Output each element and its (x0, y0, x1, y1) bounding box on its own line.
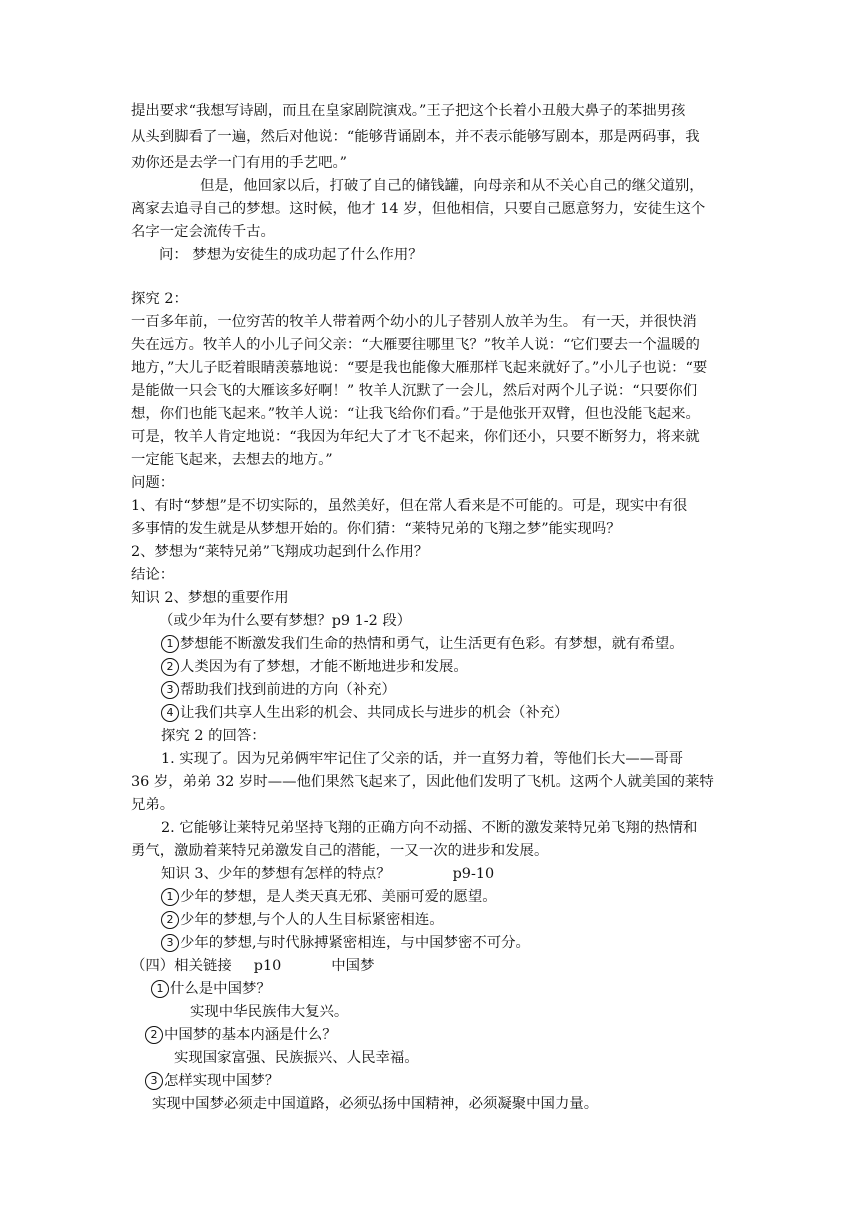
circled-number: 4 (161, 704, 179, 722)
explore2-story-3: 地方，”大儿子眨着眼睛羡慕地说：“要是我也能像大雁那样飞起来就好了。”小儿子也说：“要 (131, 360, 708, 376)
related-question-3 (145, 1070, 279, 1092)
story1-line-6: 名字一定会流传千古。 (131, 224, 275, 240)
answer2-title: 探究 2 的回答： (161, 728, 266, 744)
story1-line-3: 劝你还是去学一门有用的手艺吧。” (131, 155, 348, 171)
knowledge3-title: 知识 3、少年的梦想有怎样的特点？ (161, 866, 391, 882)
story1-line-1: 提出要求“我想写诗剧，而且在皇家剧院演戏。”王子把这个长着小丑般大鼻子的苯拙男孩 (131, 103, 686, 119)
answer2-item2-line-2: 勇气，激励着莱特兄弟激发自己的潜能，一又一次的进步和发展。 (131, 843, 549, 859)
story1-line-2: 从头到脚看了一遍，然后对他说：“能够背诵剧本，并不表示能够写剧本，那是两码事，我 (131, 129, 700, 145)
related-answer-1: 实现中华民族伟大复兴。 (190, 1004, 349, 1020)
related-question-2 (145, 1024, 337, 1046)
knowledge3-point-3 (161, 932, 530, 954)
knowledge2-point-2 (161, 656, 468, 678)
question-text: 怎样实现中国梦？ (164, 1073, 280, 1089)
explore2-story-1: 一百多年前，一位穷苦的牧羊人带着两个幼小的儿子替别人放羊为生。 有一天，并很快消 (131, 314, 697, 330)
point-text: 让我们共享人生出彩的机会、共同成长与进步的机会（补充） (180, 705, 569, 721)
circled-number: 3 (161, 681, 179, 699)
knowledge2-subtitle: （或少年为什么要有梦想？p9 1-2 段） (159, 613, 412, 629)
knowledge2-point-1 (161, 633, 684, 655)
answer2-item1-line-1: 1. 实现了。因为兄弟俩牢牢记住了父亲的话，并一直努力着，等他们长大——哥哥 (161, 751, 683, 767)
questions-label: 问题： (131, 475, 175, 491)
circled-number: 1 (151, 980, 169, 998)
point-text: 少年的梦想，是人类天真无邪、美丽可爱的愿望。 (180, 889, 497, 905)
knowledge3-page-ref: p9-10 (452, 866, 495, 882)
question-text: 什么是中国梦？ (170, 981, 271, 997)
knowledge3-point-1 (161, 886, 497, 908)
question-1-line-1: 1、有时“梦想”是不切实际的，虽然美好，但在常人看来是不可能的。可是，现实中有很 (131, 498, 688, 514)
answer2-item1-line-2: 36 岁，弟弟 32 岁时——他们果然飞起来了，因此他们发明了飞机。这两个人就美国的莱特 (131, 774, 714, 790)
circled-number: 1 (161, 888, 179, 906)
story1-question: 问： 梦想为安徒生的成功起了什么作用？ (159, 247, 423, 263)
related-page-ref: p10 (253, 958, 282, 974)
knowledge2-title: 知识 2、梦想的重要作用 (131, 590, 289, 606)
related-answer-2: 实现国家富强、民族振兴、人民幸福。 (174, 1050, 419, 1066)
related-title: （四）相关链接 (131, 958, 232, 974)
related-answer-3: 实现中国梦必须走中国道路，必须弘扬中国精神，必须凝聚中国力量。 (152, 1096, 599, 1112)
explore2-story-5: 想，你们也能飞起来。”牧羊人说：“让我飞给你们看。”于是他张开双臂，但也没能飞起来。 (131, 406, 700, 422)
related-topic: 中国梦 (331, 958, 375, 974)
point-text: 少年的梦想,与时代脉搏紧密相连，与中国梦密不可分。 (180, 935, 530, 951)
circled-number: 1 (161, 635, 179, 653)
answer2-item2-line-1: 2. 它能够让莱特兄弟坚持飞翔的正确方向不动摇、不断的激发莱特兄弟飞翔的热情和 (161, 820, 698, 836)
knowledge2-point-3 (161, 679, 396, 701)
related-title-row (131, 955, 374, 977)
circled-number: 2 (161, 911, 179, 929)
knowledge2-point-4 (161, 702, 569, 724)
circled-number: 2 (145, 1026, 163, 1044)
story1-line-5: 离家去追寻自己的梦想。这时候，他才 14 岁，但他相信，只要自己愿意努力，安徒生这个 (131, 201, 706, 217)
question-1-line-2: 多事情的发生就是从梦想开始的。你们猜：“莱特兄弟的飞翔之梦”能实现吗？ (131, 521, 621, 537)
knowledge3-point-2 (161, 909, 444, 931)
circled-number: 3 (161, 934, 179, 952)
knowledge3-title-row (161, 863, 494, 885)
explore2-story-7: 一定能飞起来，去想去的地方。” (131, 452, 333, 468)
circled-number: 3 (145, 1072, 163, 1090)
point-text: 梦想能不断激发我们生命的热情和勇气，让生活更有色彩。有梦想，就有希望。 (180, 636, 684, 652)
question-2: 2、梦想为“莱特兄弟”飞翔成功起到什么作用？ (131, 544, 429, 560)
answer2-item1-line-3: 兄弟。 (131, 797, 175, 813)
explore2-story-4: 是能做一只会飞的大雁该多好啊！” 牧羊人沉默了一会儿，然后对两个儿子说：“只要你们 (131, 383, 698, 399)
point-text: 人类因为有了梦想，才能不断地进步和发展。 (180, 659, 468, 675)
story1-line-4: 但是，他回家以后，打破了自己的储钱罐，向母亲和从不关心自己的继父道别， (200, 178, 704, 194)
explore2-title: 探究 2： (131, 291, 188, 307)
question-text: 中国梦的基本内涵是什么？ (164, 1027, 337, 1043)
explore2-story-6: 可是，牧羊人肯定地说：“我因为年纪大了才飞不起来，你们还小，只要不断努力，将来就 (131, 429, 700, 445)
point-text: 少年的梦想,与个人的人生目标紧密相连。 (180, 912, 444, 928)
conclusion-label: 结论： (131, 567, 175, 583)
related-question-1 (151, 978, 271, 1000)
point-text: 帮助我们找到前进的方向（补充） (180, 682, 396, 698)
explore2-story-2: 失在远方。牧羊人的小儿子问父亲：“大雁要往哪里飞？”牧羊人说：“它们要去一个温暖的 (131, 337, 700, 353)
circled-number: 2 (161, 658, 179, 676)
